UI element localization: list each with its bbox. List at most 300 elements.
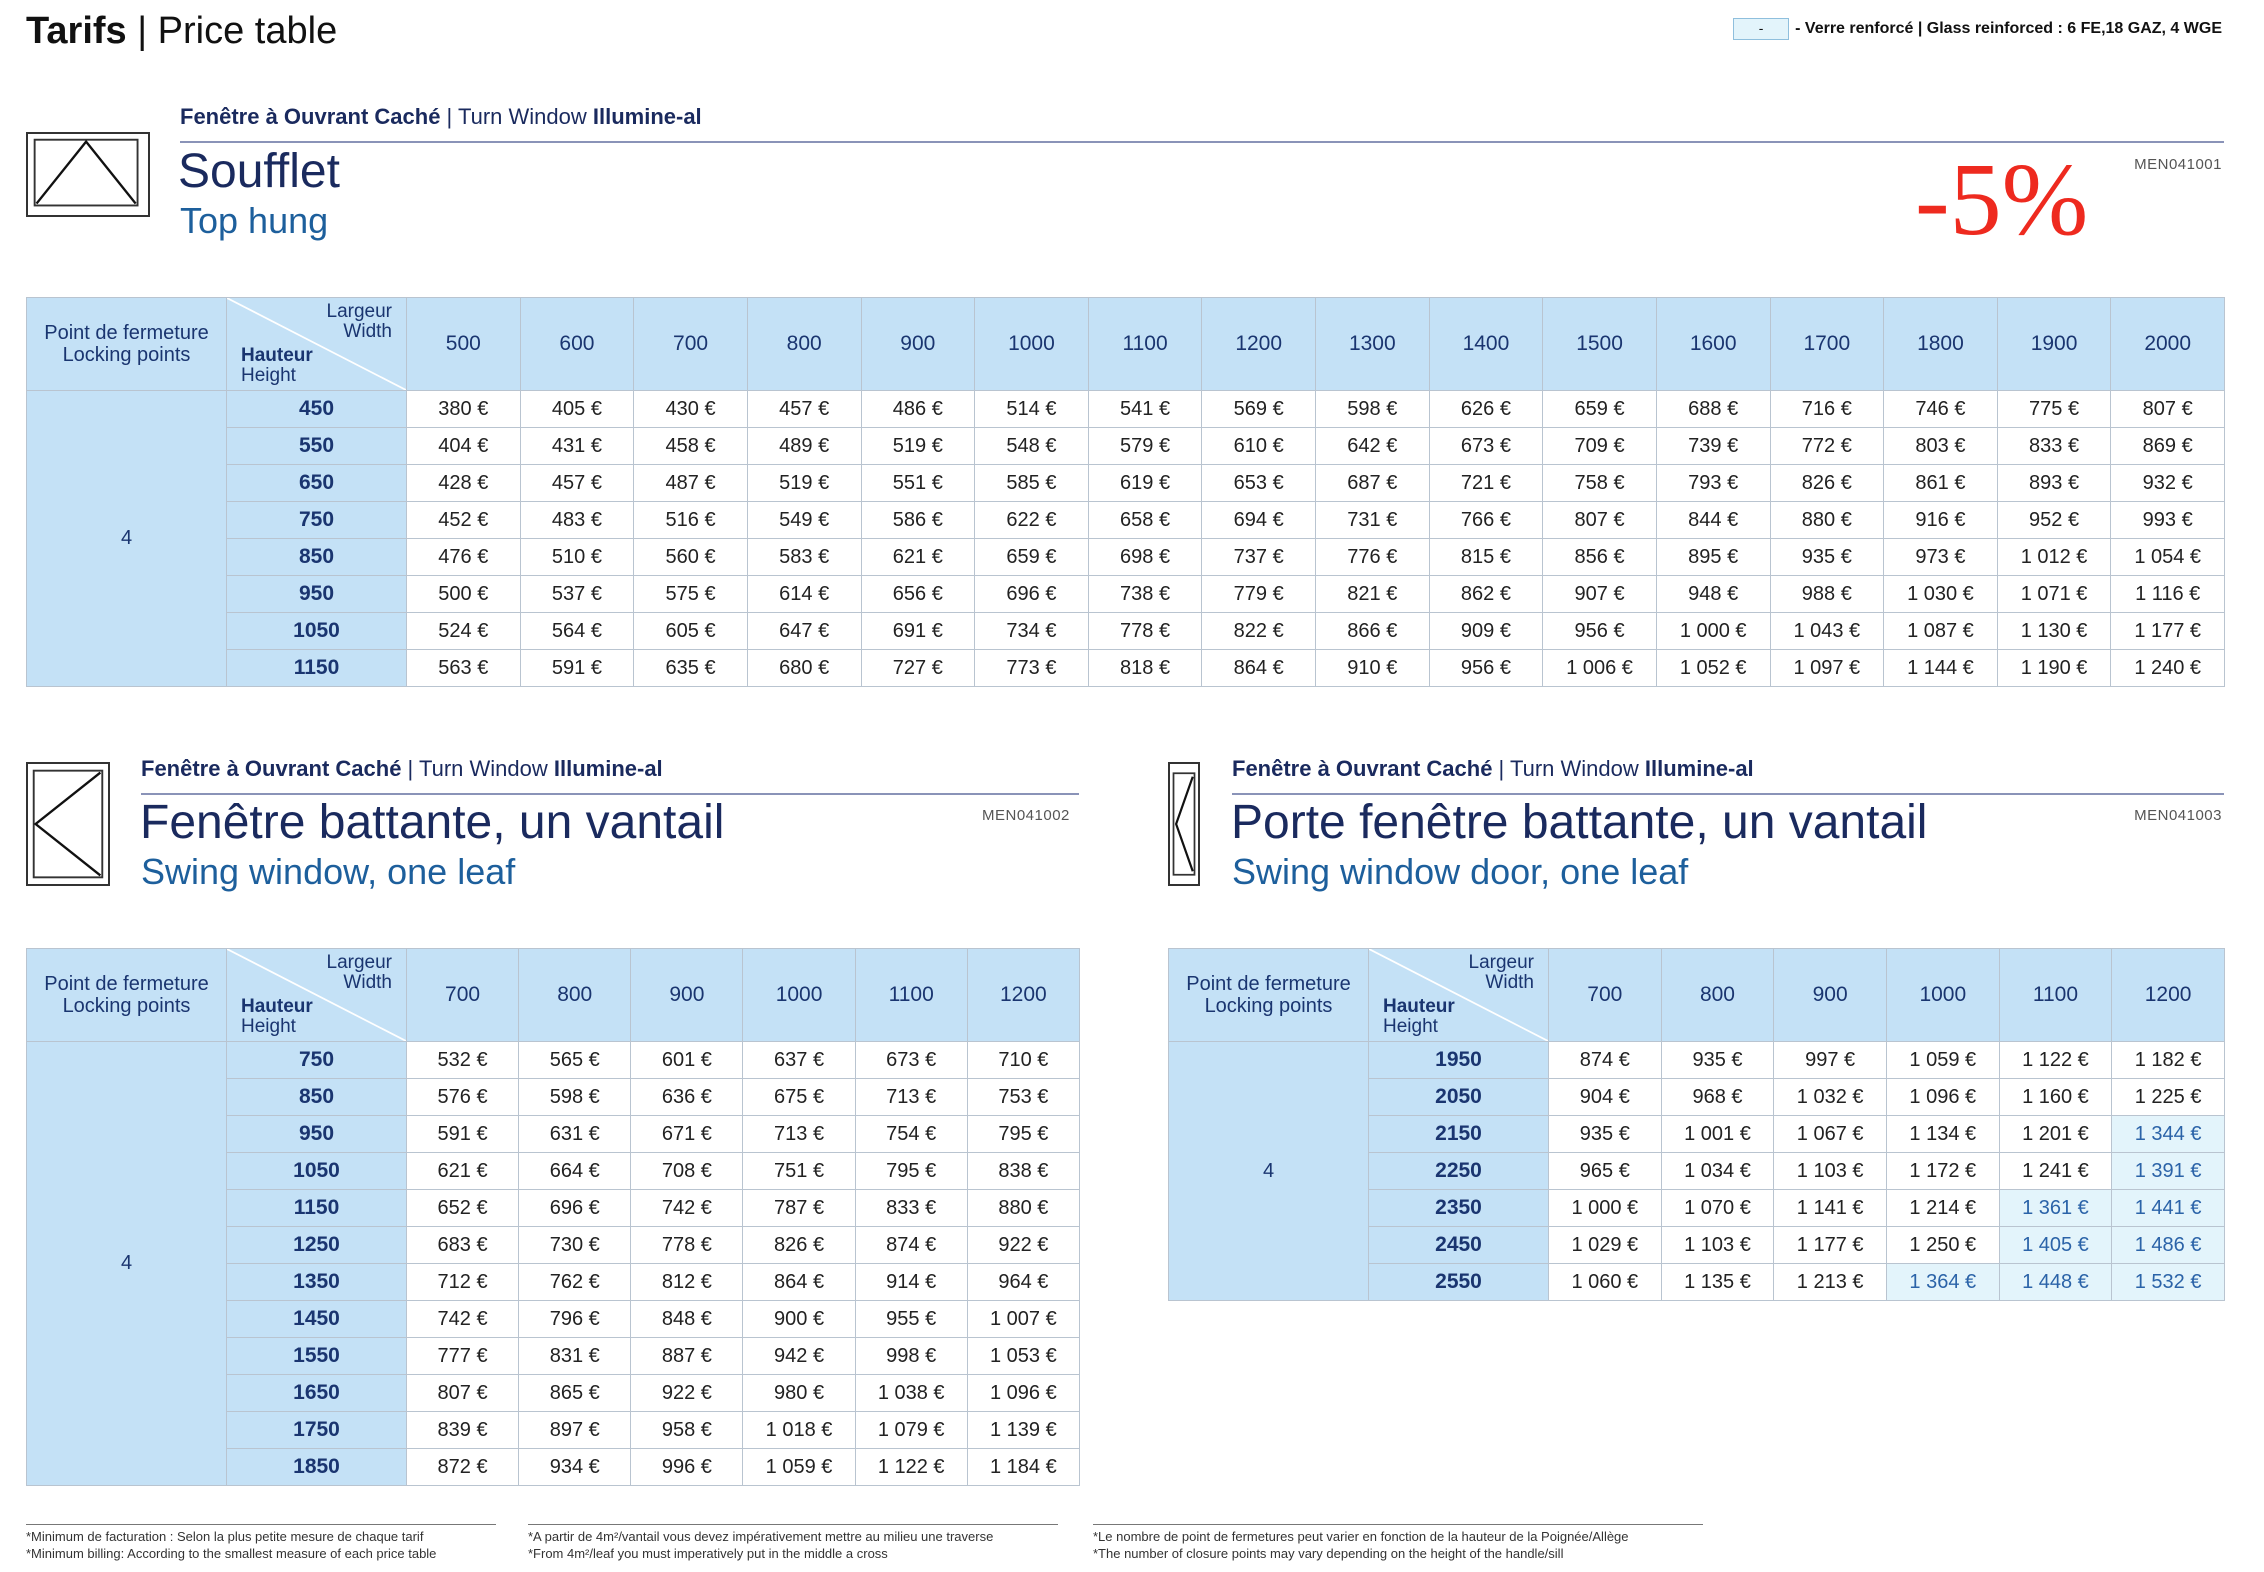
price-cell: 489 € xyxy=(747,428,861,465)
price-cell: 773 € xyxy=(975,650,1089,687)
footnote-closure-points: *Le nombre de point de fermetures peut varier en fonction de la hauteur de la Poignée/Allège *The number of closure points may vary depending on the height of the handle/sill xyxy=(1093,1529,1629,1561)
price-cell: 688 € xyxy=(1656,391,1770,428)
price-cell: 965 € xyxy=(1549,1153,1662,1190)
price-cell: 1 052 € xyxy=(1656,650,1770,687)
locking-points-header: Point de fermeture Locking points xyxy=(1169,949,1369,1042)
price-cell: 727 € xyxy=(861,650,975,687)
price-cell: 897 € xyxy=(519,1412,631,1449)
width-header: 800 xyxy=(747,298,861,391)
height-value: 650 xyxy=(227,465,407,502)
price-cell: 754 € xyxy=(855,1116,967,1153)
price-cell: 826 € xyxy=(743,1227,855,1264)
price-cell: 955 € xyxy=(855,1301,967,1338)
price-cell: 548 € xyxy=(975,428,1089,465)
price-cell: 680 € xyxy=(747,650,861,687)
price-cell: 874 € xyxy=(1549,1042,1662,1079)
price-cell: 1 122 € xyxy=(1999,1042,2112,1079)
price-cell: 694 € xyxy=(1202,502,1316,539)
legend-swatch: - xyxy=(1733,18,1789,40)
height-value: 950 xyxy=(227,1116,407,1153)
width-header: 800 xyxy=(519,949,631,1042)
price-cell: 865 € xyxy=(519,1375,631,1412)
price-cell: 807 € xyxy=(1543,502,1657,539)
price-cell: 404 € xyxy=(407,428,521,465)
price-cell: 1 103 € xyxy=(1661,1227,1774,1264)
price-cell: 621 € xyxy=(407,1153,519,1190)
price-cell: 848 € xyxy=(631,1301,743,1338)
price-cell: 564 € xyxy=(520,613,634,650)
price-cell: 796 € xyxy=(519,1301,631,1338)
price-cell: 1 250 € xyxy=(1886,1227,1999,1264)
price-cell: 1 391 € xyxy=(2112,1153,2225,1190)
footnote-divider xyxy=(528,1524,1058,1525)
locking-points-header: Point de fermeture Locking points xyxy=(27,298,227,391)
price-cell: 916 € xyxy=(1884,502,1998,539)
price-cell: 575 € xyxy=(634,576,748,613)
height-value: 1950 xyxy=(1369,1042,1549,1079)
price-cell: 659 € xyxy=(975,539,1089,576)
width-header: 700 xyxy=(1549,949,1662,1042)
price-cell: 1 006 € xyxy=(1543,650,1657,687)
height-value: 1750 xyxy=(227,1412,407,1449)
price-cell: 636 € xyxy=(631,1079,743,1116)
width-header: 600 xyxy=(520,298,634,391)
price-cell: 1 053 € xyxy=(967,1338,1079,1375)
price-cell: 935 € xyxy=(1661,1042,1774,1079)
locking-points-value: 4 xyxy=(1169,1042,1369,1301)
price-cell: 934 € xyxy=(519,1449,631,1486)
legend-text: - Verre renforcé | Glass reinforced : 6 FE,18 GAZ, 4 WGE xyxy=(1795,20,2222,37)
footnote-minimum-billing: *Minimum de facturation : Selon la plus petite mesure de chaque tarif *Minimum billing: According to the smallest measure of each price table xyxy=(26,1529,437,1561)
table-row xyxy=(27,391,2225,428)
price-cell: 1 225 € xyxy=(2112,1079,2225,1116)
price-cell: 1 441 € xyxy=(2112,1190,2225,1227)
price-cell: 1 405 € xyxy=(1999,1227,2112,1264)
price-cell: 716 € xyxy=(1770,391,1884,428)
glass-legend xyxy=(1733,18,2222,40)
price-cell: 922 € xyxy=(631,1375,743,1412)
price-cell: 874 € xyxy=(855,1227,967,1264)
price-cell: 586 € xyxy=(861,502,975,539)
price-cell: 1 087 € xyxy=(1884,613,1998,650)
price-cell: 807 € xyxy=(407,1375,519,1412)
price-cell: 1 139 € xyxy=(967,1412,1079,1449)
price-cell: 591 € xyxy=(407,1116,519,1153)
section-subtitle: Swing window door, one leaf xyxy=(1232,851,1689,892)
price-cell: 583 € xyxy=(747,539,861,576)
price-table-top-hung xyxy=(26,297,2225,687)
price-cell: 696 € xyxy=(975,576,1089,613)
price-cell: 712 € xyxy=(407,1264,519,1301)
price-cell: 696 € xyxy=(519,1190,631,1227)
price-cell: 777 € xyxy=(407,1338,519,1375)
price-cell: 838 € xyxy=(967,1153,1079,1190)
price-cell: 812 € xyxy=(631,1264,743,1301)
price-cell: 988 € xyxy=(1770,576,1884,613)
price-cell: 610 € xyxy=(1202,428,1316,465)
width-header: 1400 xyxy=(1429,298,1543,391)
width-header: 900 xyxy=(861,298,975,391)
height-value: 750 xyxy=(227,1042,407,1079)
price-cell: 1 029 € xyxy=(1549,1227,1662,1264)
price-cell: 709 € xyxy=(1543,428,1657,465)
table-row xyxy=(27,539,2225,576)
width-height-header: Largeur Width Hauteur Height xyxy=(1369,949,1549,1042)
price-cell: 887 € xyxy=(631,1338,743,1375)
price-cell: 1 034 € xyxy=(1661,1153,1774,1190)
width-header: 1800 xyxy=(1884,298,1998,391)
price-cell: 778 € xyxy=(631,1227,743,1264)
width-header: 500 xyxy=(407,298,521,391)
price-cell: 713 € xyxy=(743,1116,855,1153)
price-cell: 563 € xyxy=(407,650,521,687)
width-header: 1100 xyxy=(1999,949,2112,1042)
price-cell: 1 059 € xyxy=(743,1449,855,1486)
price-cell: 1 177 € xyxy=(2111,613,2225,650)
height-value: 1650 xyxy=(227,1375,407,1412)
price-cell: 1 038 € xyxy=(855,1375,967,1412)
price-cell: 1 054 € xyxy=(2111,539,2225,576)
height-value: 1150 xyxy=(227,1190,407,1227)
price-cell: 922 € xyxy=(967,1227,1079,1264)
price-cell: 1 122 € xyxy=(855,1449,967,1486)
price-cell: 742 € xyxy=(631,1190,743,1227)
price-cell: 776 € xyxy=(1316,539,1430,576)
width-header: 1500 xyxy=(1543,298,1657,391)
height-value: 2550 xyxy=(1369,1264,1549,1301)
price-cell: 1 030 € xyxy=(1884,576,1998,613)
price-cell: 1 097 € xyxy=(1770,650,1884,687)
price-cell: 549 € xyxy=(747,502,861,539)
price-table-swing-door xyxy=(1168,948,2225,1301)
swing-door-icon xyxy=(1168,762,1200,886)
height-value: 450 xyxy=(227,391,407,428)
price-cell: 839 € xyxy=(407,1412,519,1449)
price-cell: 1 448 € xyxy=(1999,1264,2112,1301)
width-height-header: Largeur Width Hauteur Height xyxy=(227,949,407,1042)
price-cell: 486 € xyxy=(861,391,975,428)
section-label: Fenêtre à Ouvrant Caché | Turn Window Illumine-al xyxy=(141,756,663,781)
width-header: 1100 xyxy=(855,949,967,1042)
price-cell: 659 € xyxy=(1543,391,1657,428)
price-cell: 866 € xyxy=(1316,613,1430,650)
price-cell: 710 € xyxy=(967,1042,1079,1079)
price-cell: 476 € xyxy=(407,539,521,576)
price-cell: 737 € xyxy=(1202,539,1316,576)
price-cell: 1 130 € xyxy=(1997,613,2111,650)
price-cell: 956 € xyxy=(1543,613,1657,650)
price-cell: 942 € xyxy=(743,1338,855,1375)
price-cell: 872 € xyxy=(407,1449,519,1486)
price-cell: 532 € xyxy=(407,1042,519,1079)
product-code: MEN041003 xyxy=(2134,807,2222,824)
height-value: 850 xyxy=(227,1079,407,1116)
section-title: Fenêtre battante, un vantail xyxy=(140,796,725,849)
width-header: 800 xyxy=(1661,949,1774,1042)
price-cell: 1 141 € xyxy=(1774,1190,1887,1227)
price-cell: 907 € xyxy=(1543,576,1657,613)
swing-window-icon xyxy=(26,762,110,886)
price-cell: 621 € xyxy=(861,539,975,576)
price-cell: 793 € xyxy=(1656,465,1770,502)
width-header: 900 xyxy=(1774,949,1887,1042)
price-cell: 904 € xyxy=(1549,1079,1662,1116)
price-cell: 742 € xyxy=(407,1301,519,1338)
price-cell: 821 € xyxy=(1316,576,1430,613)
table-row xyxy=(27,502,2225,539)
price-cell: 653 € xyxy=(1202,465,1316,502)
price-cell: 778 € xyxy=(1088,613,1202,650)
price-cell: 452 € xyxy=(407,502,521,539)
height-value: 1050 xyxy=(227,613,407,650)
price-cell: 524 € xyxy=(407,613,521,650)
price-cell: 880 € xyxy=(967,1190,1079,1227)
footnote-divider xyxy=(26,1524,496,1525)
price-cell: 831 € xyxy=(519,1338,631,1375)
price-cell: 807 € xyxy=(2111,391,2225,428)
price-cell: 880 € xyxy=(1770,502,1884,539)
price-cell: 751 € xyxy=(743,1153,855,1190)
price-cell: 457 € xyxy=(520,465,634,502)
price-cell: 1 160 € xyxy=(1999,1079,2112,1116)
price-cell: 1 012 € xyxy=(1997,539,2111,576)
price-cell: 428 € xyxy=(407,465,521,502)
price-cell: 635 € xyxy=(634,650,748,687)
price-cell: 1 103 € xyxy=(1774,1153,1887,1190)
price-cell: 738 € xyxy=(1088,576,1202,613)
price-cell: 787 € xyxy=(743,1190,855,1227)
price-cell: 605 € xyxy=(634,613,748,650)
price-cell: 551 € xyxy=(861,465,975,502)
price-cell: 708 € xyxy=(631,1153,743,1190)
price-cell: 1 361 € xyxy=(1999,1190,2112,1227)
width-header: 1000 xyxy=(975,298,1089,391)
footnote-divider xyxy=(1093,1524,1703,1525)
price-cell: 487 € xyxy=(634,465,748,502)
price-cell: 856 € xyxy=(1543,539,1657,576)
discount-badge: -5% xyxy=(1915,142,2089,257)
price-cell: 766 € xyxy=(1429,502,1543,539)
price-cell: 900 € xyxy=(743,1301,855,1338)
price-cell: 815 € xyxy=(1429,539,1543,576)
price-cell: 565 € xyxy=(519,1042,631,1079)
price-cell: 1 043 € xyxy=(1770,613,1884,650)
price-cell: 731 € xyxy=(1316,502,1430,539)
price-cell: 519 € xyxy=(747,465,861,502)
price-cell: 1 001 € xyxy=(1661,1116,1774,1153)
price-cell: 1 144 € xyxy=(1884,650,1998,687)
price-cell: 519 € xyxy=(861,428,975,465)
height-value: 2250 xyxy=(1369,1153,1549,1190)
price-cell: 1 134 € xyxy=(1886,1116,1999,1153)
price-cell: 560 € xyxy=(634,539,748,576)
price-cell: 861 € xyxy=(1884,465,1998,502)
price-cell: 380 € xyxy=(407,391,521,428)
height-value: 2150 xyxy=(1369,1116,1549,1153)
price-cell: 585 € xyxy=(975,465,1089,502)
price-cell: 673 € xyxy=(1429,428,1543,465)
price-cell: 1 364 € xyxy=(1886,1264,1999,1301)
price-cell: 510 € xyxy=(520,539,634,576)
width-header: 700 xyxy=(634,298,748,391)
price-cell: 430 € xyxy=(634,391,748,428)
section-title: Porte fenêtre battante, un vantail xyxy=(1231,796,1928,849)
price-cell: 1 190 € xyxy=(1997,650,2111,687)
price-cell: 910 € xyxy=(1316,650,1430,687)
price-cell: 968 € xyxy=(1661,1079,1774,1116)
height-value: 1250 xyxy=(227,1227,407,1264)
locking-points-value: 4 xyxy=(27,1042,227,1486)
price-cell: 1 000 € xyxy=(1656,613,1770,650)
width-header: 1300 xyxy=(1316,298,1430,391)
price-cell: 619 € xyxy=(1088,465,1202,502)
price-cell: 691 € xyxy=(861,613,975,650)
price-cell: 1 032 € xyxy=(1774,1079,1887,1116)
price-cell: 664 € xyxy=(519,1153,631,1190)
price-cell: 762 € xyxy=(519,1264,631,1301)
price-cell: 826 € xyxy=(1770,465,1884,502)
price-cell: 869 € xyxy=(2111,428,2225,465)
price-cell: 1 116 € xyxy=(2111,576,2225,613)
price-cell: 579 € xyxy=(1088,428,1202,465)
price-cell: 1 071 € xyxy=(1997,576,2111,613)
price-cell: 1 184 € xyxy=(967,1449,1079,1486)
price-cell: 576 € xyxy=(407,1079,519,1116)
price-cell: 1 177 € xyxy=(1774,1227,1887,1264)
price-cell: 980 € xyxy=(743,1375,855,1412)
price-cell: 1 182 € xyxy=(2112,1042,2225,1079)
height-value: 2350 xyxy=(1369,1190,1549,1227)
price-cell: 1 135 € xyxy=(1661,1264,1774,1301)
price-cell: 1 201 € xyxy=(1999,1116,2112,1153)
width-header: 700 xyxy=(407,949,519,1042)
table-row xyxy=(27,428,2225,465)
price-cell: 1 344 € xyxy=(2112,1116,2225,1153)
height-value: 2050 xyxy=(1369,1079,1549,1116)
price-cell: 537 € xyxy=(520,576,634,613)
section-title: Soufflet xyxy=(178,145,340,198)
price-cell: 1 067 € xyxy=(1774,1116,1887,1153)
price-cell: 862 € xyxy=(1429,576,1543,613)
width-header: 1700 xyxy=(1770,298,1884,391)
price-cell: 779 € xyxy=(1202,576,1316,613)
page-title: Tarifs | Price table xyxy=(26,10,338,52)
height-value: 850 xyxy=(227,539,407,576)
height-value: 1450 xyxy=(227,1301,407,1338)
price-cell: 758 € xyxy=(1543,465,1657,502)
price-cell: 1 096 € xyxy=(1886,1079,1999,1116)
price-cell: 973 € xyxy=(1884,539,1998,576)
price-cell: 996 € xyxy=(631,1449,743,1486)
table-row xyxy=(27,613,2225,650)
price-table-swing-window xyxy=(26,948,1080,1486)
price-cell: 1 240 € xyxy=(2111,650,2225,687)
price-cell: 457 € xyxy=(747,391,861,428)
width-height-header: Largeur Width Hauteur Height xyxy=(227,298,407,391)
width-header: 1000 xyxy=(1886,949,1999,1042)
price-cell: 626 € xyxy=(1429,391,1543,428)
price-cell: 739 € xyxy=(1656,428,1770,465)
height-value: 1550 xyxy=(227,1338,407,1375)
price-cell: 993 € xyxy=(2111,502,2225,539)
price-cell: 631 € xyxy=(519,1116,631,1153)
price-cell: 864 € xyxy=(1202,650,1316,687)
price-cell: 956 € xyxy=(1429,650,1543,687)
price-cell: 914 € xyxy=(855,1264,967,1301)
height-value: 950 xyxy=(227,576,407,613)
table-row xyxy=(27,1042,1080,1079)
price-cell: 1 096 € xyxy=(967,1375,1079,1412)
height-value: 1350 xyxy=(227,1264,407,1301)
price-cell: 734 € xyxy=(975,613,1089,650)
top-hung-window-icon xyxy=(26,132,150,217)
price-cell: 795 € xyxy=(855,1153,967,1190)
price-cell: 1 079 € xyxy=(855,1412,967,1449)
price-cell: 713 € xyxy=(855,1079,967,1116)
price-cell: 1 172 € xyxy=(1886,1153,1999,1190)
price-cell: 844 € xyxy=(1656,502,1770,539)
table-row xyxy=(27,465,2225,502)
price-cell: 895 € xyxy=(1656,539,1770,576)
width-header: 1100 xyxy=(1088,298,1202,391)
width-header: 1900 xyxy=(1997,298,2111,391)
price-cell: 935 € xyxy=(1549,1116,1662,1153)
price-cell: 864 € xyxy=(743,1264,855,1301)
width-header: 1200 xyxy=(967,949,1079,1042)
price-cell: 1 241 € xyxy=(1999,1153,2112,1190)
price-cell: 698 € xyxy=(1088,539,1202,576)
section-label: Fenêtre à Ouvrant Caché | Turn Window Illumine-al xyxy=(1232,756,1754,781)
price-cell: 598 € xyxy=(1316,391,1430,428)
height-value: 1850 xyxy=(227,1449,407,1486)
price-cell: 671 € xyxy=(631,1116,743,1153)
price-cell: 1 532 € xyxy=(2112,1264,2225,1301)
width-header: 1000 xyxy=(743,949,855,1042)
price-cell: 730 € xyxy=(519,1227,631,1264)
price-cell: 998 € xyxy=(855,1338,967,1375)
price-cell: 818 € xyxy=(1088,650,1202,687)
price-cell: 932 € xyxy=(2111,465,2225,502)
price-cell: 833 € xyxy=(1997,428,2111,465)
price-cell: 952 € xyxy=(1997,502,2111,539)
height-value: 1150 xyxy=(227,650,407,687)
price-cell: 753 € xyxy=(967,1079,1079,1116)
price-cell: 1 000 € xyxy=(1549,1190,1662,1227)
price-cell: 458 € xyxy=(634,428,748,465)
price-cell: 746 € xyxy=(1884,391,1998,428)
table-row xyxy=(27,650,2225,687)
price-cell: 1 007 € xyxy=(967,1301,1079,1338)
price-cell: 803 € xyxy=(1884,428,1998,465)
width-header: 900 xyxy=(631,949,743,1042)
price-cell: 431 € xyxy=(520,428,634,465)
height-value: 550 xyxy=(227,428,407,465)
price-cell: 591 € xyxy=(520,650,634,687)
price-cell: 964 € xyxy=(967,1264,1079,1301)
table-row xyxy=(27,576,2225,613)
price-cell: 958 € xyxy=(631,1412,743,1449)
width-header: 2000 xyxy=(2111,298,2225,391)
price-cell: 772 € xyxy=(1770,428,1884,465)
price-cell: 721 € xyxy=(1429,465,1543,502)
price-cell: 997 € xyxy=(1774,1042,1887,1079)
price-cell: 909 € xyxy=(1429,613,1543,650)
locking-points-header: Point de fermeture Locking points xyxy=(27,949,227,1042)
price-cell: 647 € xyxy=(747,613,861,650)
price-cell: 1 070 € xyxy=(1661,1190,1774,1227)
price-cell: 795 € xyxy=(967,1116,1079,1153)
width-header: 1600 xyxy=(1656,298,1770,391)
